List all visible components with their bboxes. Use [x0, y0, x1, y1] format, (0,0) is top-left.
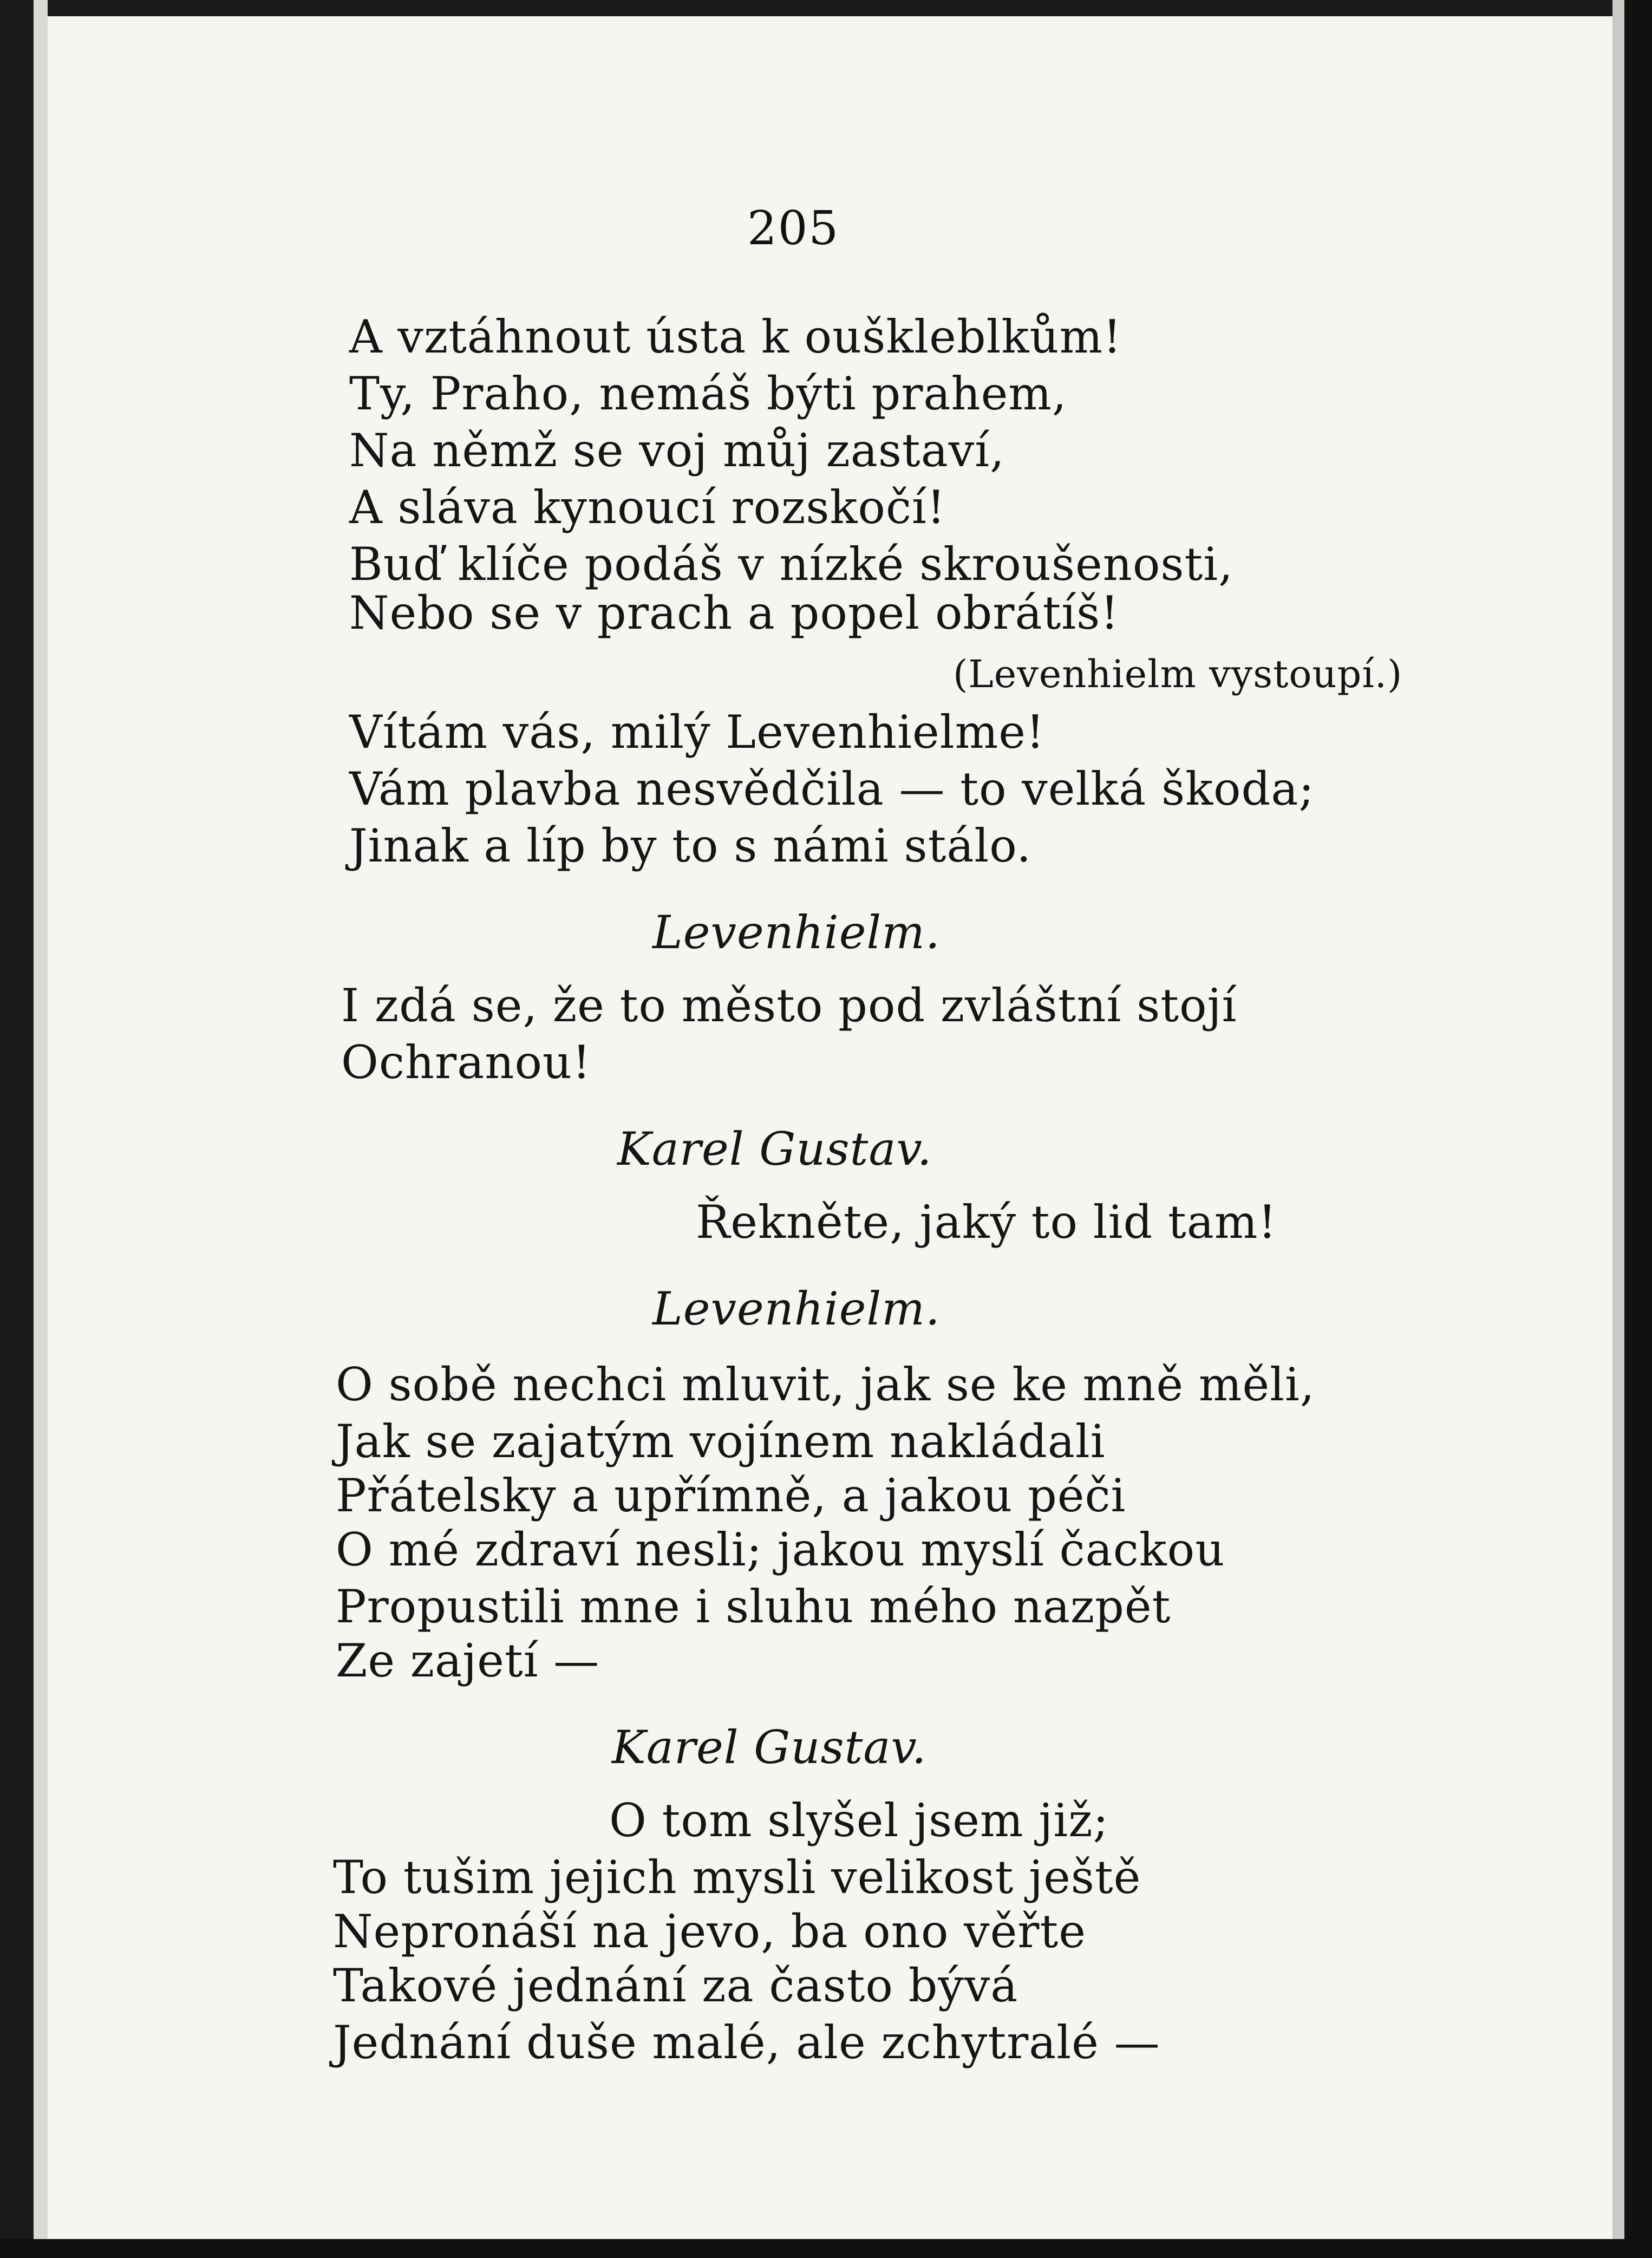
verse-line: Takové jednání za často bývá: [333, 1959, 1018, 2012]
verse-line: Jinak a líp by to s námi stálo.: [349, 819, 1032, 872]
verse-line: Přátelsky a upřímně, a jakou péči: [336, 1469, 1126, 1522]
scan-border-bottom: [0, 2239, 1652, 2258]
verse-line: Nepronáší na jevo, ba ono věřte: [333, 1905, 1086, 1958]
scan-border-right: [1624, 0, 1652, 2258]
page-number: 205: [747, 201, 840, 256]
speaker-name: Karel Gustav.: [617, 1123, 932, 1176]
verse-line: A sláva kynoucí rozskočí!: [349, 481, 946, 534]
verse-line: Na němž se voj můj zastaví,: [349, 424, 1005, 477]
speaker-name: Levenhielm.: [652, 906, 941, 959]
page-gutter: [34, 0, 48, 2258]
speaker-name: Levenhielm.: [652, 1282, 941, 1335]
scan-border-top: [0, 0, 1652, 16]
verse-line: Ochranou!: [341, 1036, 591, 1089]
verse-line: Nebo se v prach a popel obrátíš!: [349, 586, 1120, 639]
verse-line: O mé zdraví nesli; jakou myslí čackou: [336, 1523, 1225, 1576]
verse-line: O tom slyšel jsem již;: [609, 1794, 1109, 1847]
verse-line: Propustili mne i sluhu mého nazpět: [336, 1580, 1171, 1633]
verse-line: Řekněte, jaký to lid tam!: [696, 1196, 1277, 1249]
verse-line: Vám plavba nesvědčila — to velká škoda;: [349, 762, 1315, 815]
stage-direction: (Levenhielm vystoupí.): [953, 652, 1403, 696]
verse-line: Ze zajetí —: [336, 1634, 600, 1687]
page-edge-right: [1612, 0, 1624, 2258]
verse-line: Ty, Praho, nemáš býti prahem,: [349, 367, 1067, 420]
verse-line: I zdá se, že to město pod zvláštní stojí: [341, 979, 1237, 1032]
verse-line: Vítám vás, milý Levenhielme!: [349, 706, 1045, 759]
verse-line: O sobě nechci mluvit, jak se ke mně měli,: [336, 1358, 1315, 1411]
verse-line: Jak se zajatým vojínem nakládali: [336, 1415, 1106, 1468]
verse-line: Jednání duše malé, ale zchytralé —: [333, 2016, 1160, 2069]
scan-border-left: [0, 0, 34, 2258]
speaker-name: Karel Gustav.: [612, 1721, 927, 1774]
verse-line: To tušim jejich mysli velikost ještě: [333, 1851, 1141, 1904]
verse-line: A vztáhnout ústa k ouškleblkům!: [349, 310, 1122, 363]
verse-line: Buď klíče podáš v nízké skroušenosti,: [349, 538, 1233, 591]
